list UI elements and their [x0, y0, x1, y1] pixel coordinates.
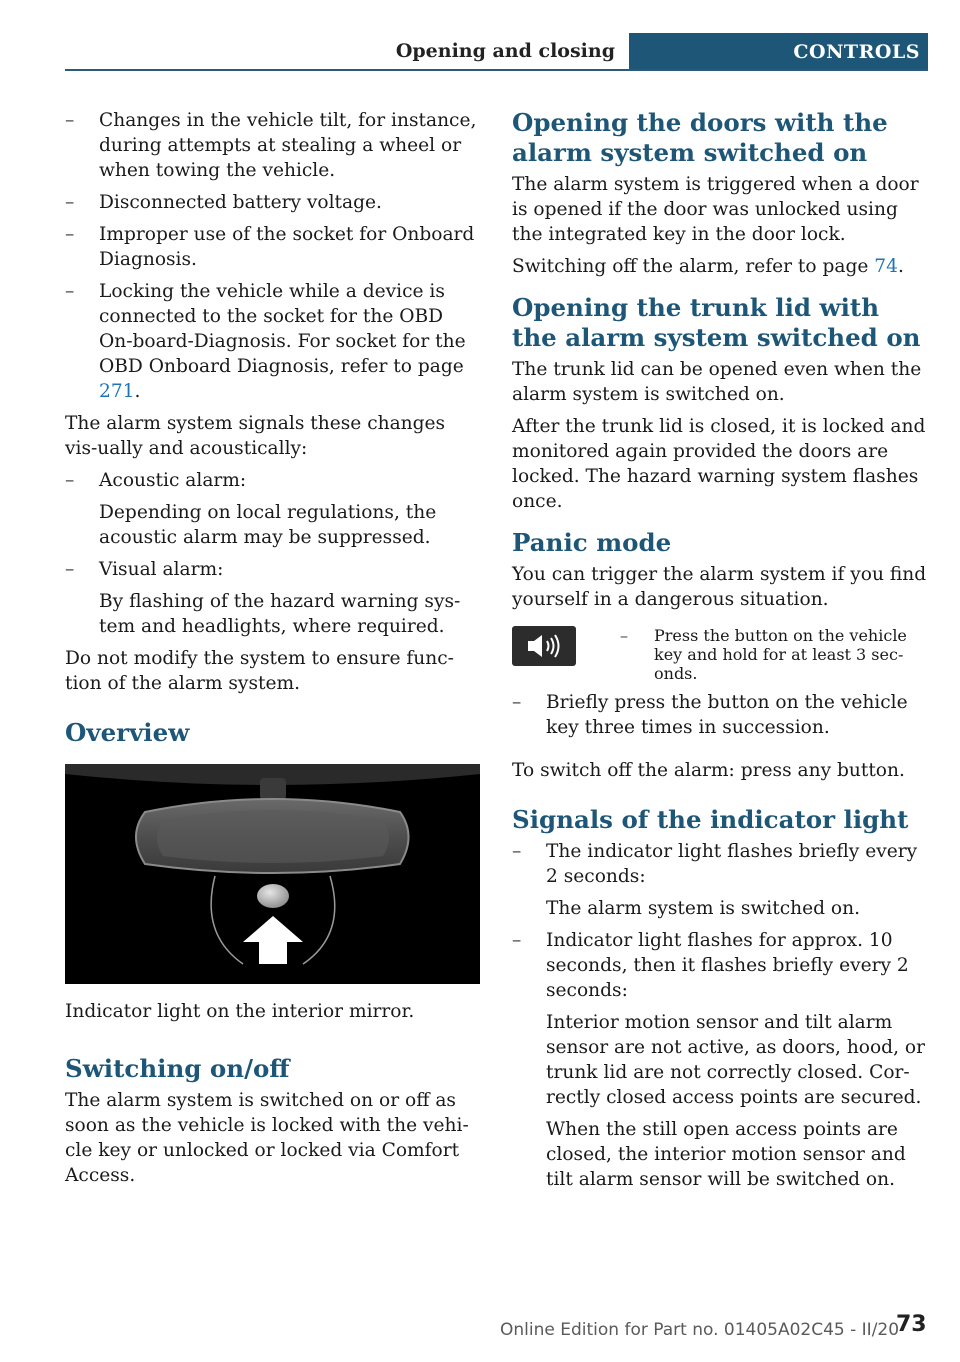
list-item-title: – Acoustic alarm:: [99, 470, 247, 491]
trunk-paragraph-1: The trunk lid can be opened even when the alarm system is switched on.: [512, 359, 922, 405]
switching-heading: Switching on/off: [65, 1054, 290, 1083]
list-item-detail: By flashing of the hazard warning sys-tem and headlights, where required.: [99, 591, 461, 637]
indicator-light: [257, 884, 289, 908]
reference-text: Switching off the alarm, refer to page: [512, 256, 875, 277]
list-item: – Disconnected battery voltage.: [65, 190, 480, 215]
page-header: [65, 33, 928, 71]
panic-heading: Panic mode: [512, 528, 672, 557]
doors-reference: [512, 254, 928, 279]
list-item-detail: The alarm system is switched on.: [546, 898, 861, 919]
list-item: [512, 928, 928, 1192]
panic-step-text: – Press the button on the vehicle key and hold for at least 3 sec-onds.: [620, 626, 928, 683]
page-link-74[interactable]: 74: [874, 256, 898, 277]
list-item-detail: When the still open access points are closed, the interior motion sensor and tilt alarm sensor will be switched on.: [546, 1119, 906, 1190]
modify-paragraph: Do not modify the system to ensure func-tion of the alarm system.: [65, 648, 454, 694]
list-item-title: – Indicator light flashes for approx. 10 seconds, then it flashes briefly every 2 seconds:: [546, 930, 909, 1001]
panic-list: [512, 690, 928, 740]
speaker-icon: [512, 626, 576, 666]
alarm-type-list: [65, 468, 480, 639]
left-column: [65, 108, 480, 1195]
trunk-heading: Opening the trunk lid with the alarm system switched on: [512, 293, 921, 352]
overview-heading: Overview: [65, 718, 190, 747]
mirror-glass: [157, 810, 389, 863]
trunk-paragraph-2: After the trunk lid is closed, it is locked and monitored again provided the doors are locked. The hazard warning system flashes once.: [512, 416, 926, 512]
header-rule: [65, 69, 928, 71]
panic-paragraph: You can trigger the alarm system if you find yourself in a dangerous situation.: [512, 564, 927, 610]
mirror-illustration: [65, 764, 480, 984]
figure-caption: Indicator light on the interior mirror.: [65, 1001, 415, 1022]
list-item: [65, 279, 480, 404]
list-item: [512, 839, 928, 921]
alarm-trigger-list: [65, 108, 480, 404]
list-item: [65, 557, 480, 639]
doors-paragraph: The alarm system is triggered when a door is opened if the door was unlocked using the integrated key in the door lock.: [512, 174, 919, 245]
list-item-end: .: [134, 381, 141, 402]
signals-list: [512, 839, 928, 1192]
signals-paragraph: The alarm system signals these changes vis-ually and acoustically:: [65, 413, 446, 459]
list-item: – Changes in the vehicle tilt, for instance, during attempts at stealing a wheel or when towing the vehicle.: [65, 108, 480, 183]
section-tab: CONTROLS: [629, 33, 928, 71]
list-item-title: – Visual alarm:: [99, 559, 224, 580]
signals-heading: Signals of the indicator light: [512, 805, 909, 834]
list-item: – Improper use of the socket for Onboard Diagnosis.: [65, 222, 480, 272]
switching-paragraph: The alarm system is switched on or off as soon as the vehicle is locked with the vehi-cle key or unlocked or locked via Comfort Access.: [65, 1090, 469, 1186]
mirror-drawing: [65, 764, 480, 984]
switch-off-paragraph: To switch off the alarm: press any button.: [512, 760, 905, 781]
list-item-detail: Depending on local regulations, the acoustic alarm may be suppressed.: [99, 502, 437, 548]
panic-button-icon: [512, 626, 576, 666]
chapter-title: Opening and closing: [395, 40, 615, 62]
page-link-271[interactable]: 271: [99, 381, 135, 402]
panic-step-1: [512, 626, 928, 683]
page-number: 73: [896, 1312, 927, 1337]
list-item-text: Locking the vehicle while a device is connected to the socket for the OBD On-board-Diagnosis. For socket for the OBD Onboard Diagnosis, refer to page: [99, 281, 466, 377]
list-item-title: – The indicator light flashes briefly every 2 seconds:: [546, 841, 918, 887]
list-item-detail: Interior motion sensor and tilt alarm sensor are not active, as doors, hood, or trunk lid are not correctly closed. Cor-rectly closed access points are secured.: [546, 1012, 925, 1108]
reference-end: .: [897, 256, 904, 277]
edition-footer: Online Edition for Part no. 01405A02C45 - II/20: [500, 1320, 900, 1340]
mirror-mount: [260, 778, 286, 800]
doors-heading: Opening the doors with the alarm system switched on: [512, 108, 888, 167]
right-column: [512, 108, 928, 1199]
list-item: – Briefly press the button on the vehicle key three times in succession.: [512, 690, 928, 740]
list-item: [65, 468, 480, 550]
